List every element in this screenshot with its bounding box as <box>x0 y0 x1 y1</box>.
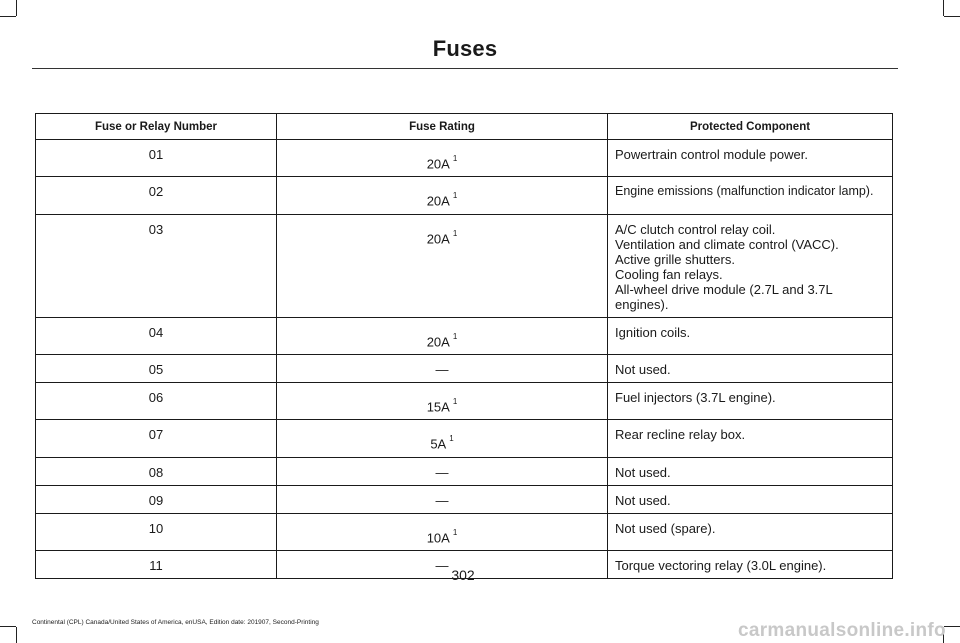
page-title: Fuses <box>432 36 498 61</box>
protected-component <box>608 214 893 317</box>
table-row <box>36 214 893 317</box>
fuse-rating <box>277 214 608 317</box>
fuse-rating <box>277 354 608 382</box>
footer-text: Continental (CPL) Canada/United States of America, enUSA, Edition date: 201907, Second-Printing <box>32 619 319 626</box>
component-line: Not used. <box>615 492 671 508</box>
component-line: A/C clutch control relay coil. <box>615 221 776 237</box>
footnote-marker: 1 <box>449 434 454 444</box>
component-line: Ventilation and climate control (VACC). <box>615 236 839 252</box>
fuse-number: 09 <box>36 485 277 513</box>
component-line: All-wheel drive module (2.7L and 3.7L <box>615 281 833 297</box>
component-line: engines). <box>615 296 669 312</box>
component-line: Engine emissions (malfunction indicator lamp). <box>615 184 874 199</box>
fuse-rating-value: 20A <box>426 230 450 246</box>
footnote-marker: 1 <box>452 154 458 163</box>
component-line: Cooling fan relays. <box>615 266 723 282</box>
component-line: Not used. <box>615 464 671 480</box>
fuse-rating <box>277 140 608 177</box>
component-line: Not used. <box>615 361 671 377</box>
footnote-marker: 1 <box>452 331 458 341</box>
fuse-rating-value: 15A <box>426 399 450 415</box>
fuse-table-body <box>36 140 893 579</box>
crop-mark <box>0 626 16 627</box>
fuse-rating <box>277 382 608 419</box>
fuse-rating-value: 10A <box>426 529 450 545</box>
fuse-rating <box>277 317 608 354</box>
protected-component <box>608 513 893 550</box>
fuse-rating-value: — <box>435 557 449 573</box>
fuse-rating-value: 20A <box>426 333 450 349</box>
fuse-number: 08 <box>36 457 277 485</box>
fuse-number: 07 <box>36 420 277 457</box>
protected-component <box>608 420 893 457</box>
fuse-number: 01 <box>36 140 277 177</box>
column-header-number: Fuse or Relay Number <box>36 114 277 140</box>
fuse-rating-value: 5A <box>430 436 447 452</box>
footnote-marker: 1 <box>452 191 458 201</box>
crop-mark <box>16 0 17 16</box>
protected-component <box>608 485 893 513</box>
fuse-number: 06 <box>36 382 277 419</box>
fuse-rating <box>277 457 608 485</box>
fuse-rating <box>277 485 608 513</box>
fuse-rating <box>277 177 608 214</box>
fuse-rating-value: — <box>435 464 449 480</box>
table-row <box>36 140 893 177</box>
table-row <box>36 317 893 354</box>
fuse-number: 03 <box>36 214 277 317</box>
component-line: Ignition coils. <box>615 324 691 340</box>
protected-component <box>608 354 893 382</box>
table-row <box>36 382 893 419</box>
crop-mark <box>944 16 960 17</box>
footnote-marker: 1 <box>452 527 458 537</box>
fuse-rating-value: — <box>435 492 449 508</box>
fuse-number: 05 <box>36 354 277 382</box>
table-row <box>36 354 893 382</box>
component-line: Fuel injectors (3.7L engine). <box>615 389 776 405</box>
fuse-number: 04 <box>36 317 277 354</box>
table-header-row <box>36 114 893 140</box>
fuse-number: 02 <box>36 177 277 214</box>
fuse-rating-value: 20A <box>426 156 450 172</box>
protected-component <box>608 317 893 354</box>
fuse-rating-value: — <box>435 361 449 377</box>
crop-mark <box>16 627 17 643</box>
column-header-rating: Fuse Rating <box>277 114 608 140</box>
title-rule <box>32 68 898 69</box>
component-line: Powertrain control module power. <box>615 147 808 162</box>
protected-component <box>608 140 893 177</box>
crop-mark <box>943 0 944 16</box>
component-line: Torque vectoring relay (3.0L engine). <box>615 557 827 573</box>
component-line: Not used (spare). <box>615 520 716 536</box>
table-row <box>36 485 893 513</box>
fuse-number: 10 <box>36 513 277 550</box>
table-row <box>36 177 893 214</box>
table-row <box>36 457 893 485</box>
table-row <box>36 513 893 550</box>
protected-component <box>608 457 893 485</box>
component-line: Active grille shutters. <box>615 251 735 267</box>
fuse-table <box>35 113 893 579</box>
crop-mark <box>944 626 960 627</box>
footnote-marker: 1 <box>452 228 458 238</box>
page-number: 302 <box>451 567 475 583</box>
fuse-rating <box>277 513 608 550</box>
crop-mark <box>0 16 16 17</box>
fuse-rating-value: 20A <box>426 193 450 209</box>
protected-component <box>608 382 893 419</box>
column-header-component: Protected Component <box>608 114 893 140</box>
protected-component <box>608 177 893 214</box>
fuse-number: 11 <box>36 550 277 578</box>
watermark: carmanualsonline.info <box>738 620 946 641</box>
table-row <box>36 420 893 457</box>
footnote-marker: 1 <box>452 396 458 406</box>
component-line: Rear recline relay box. <box>615 427 746 443</box>
fuse-rating <box>277 420 608 457</box>
